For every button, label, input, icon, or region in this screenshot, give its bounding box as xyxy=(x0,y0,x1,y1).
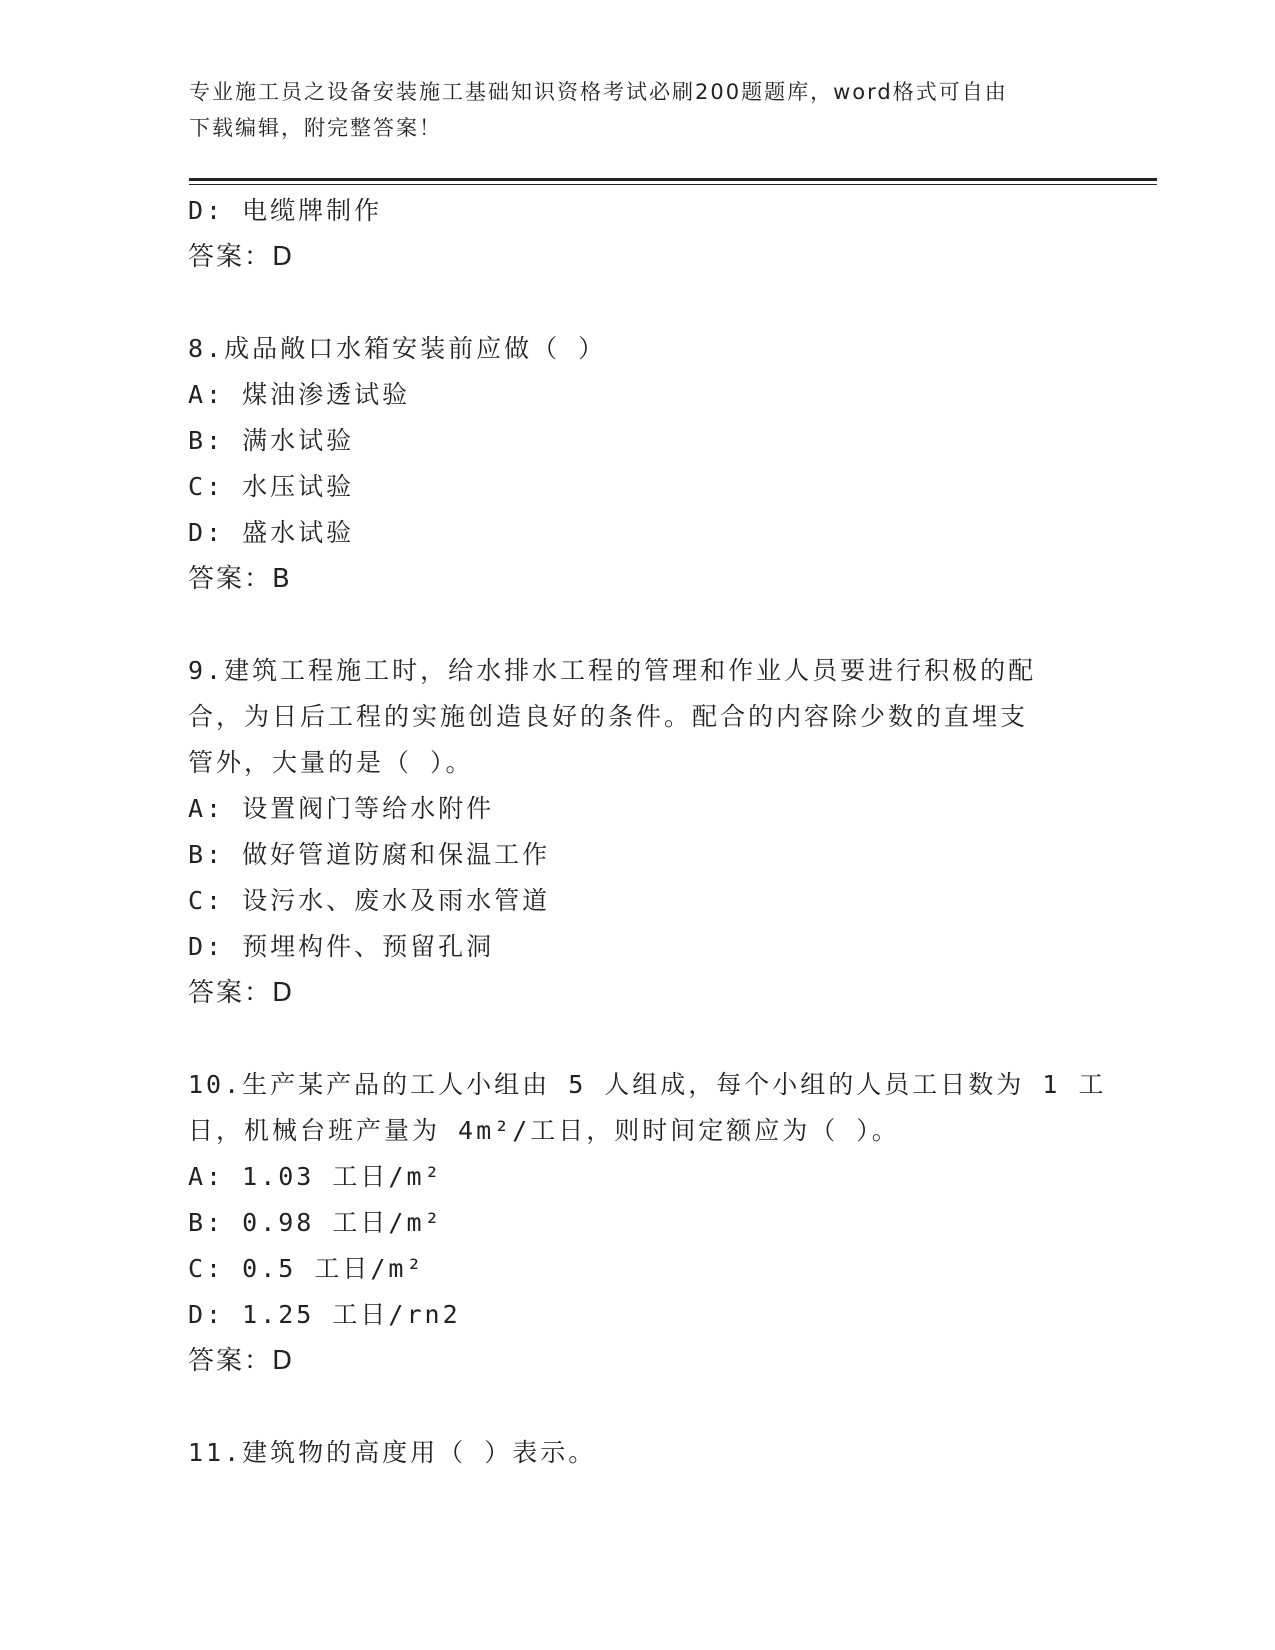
answer: 答案：D xyxy=(188,1346,295,1376)
option-d: D: 盛水试验 xyxy=(188,518,355,547)
question-stem: 11.建筑物的高度用（ ）表示。 xyxy=(188,1438,597,1467)
option-b: B: 满水试验 xyxy=(188,426,355,455)
question-stem: 8.成品敞口水箱安装前应做（ ） xyxy=(188,334,607,363)
spacer xyxy=(188,602,1088,648)
header-line-1: 专业施工员之设备安装施工基础知识资格考试必刷200题题库，word格式可自由 xyxy=(189,80,1008,104)
question-10 xyxy=(188,1062,1107,1384)
question-11 xyxy=(188,1430,1088,1476)
option-c: C: 设污水、废水及雨水管道 xyxy=(188,886,551,915)
question-stem-line: 合，为日后工程的实施创造良好的条件。配合的内容除少数的直埋支 xyxy=(188,702,1029,731)
question-stem-line: 9.建筑工程施工时，给水排水工程的管理和作业人员要进行积极的配 xyxy=(188,656,1037,685)
option-b: B: 0.98 工日/m² xyxy=(188,1208,443,1237)
question-9 xyxy=(188,648,1088,1016)
option-c: C: 水压试验 xyxy=(188,472,355,501)
question-8 xyxy=(188,326,1088,602)
header-line-2: 下载编辑，附完整答案！ xyxy=(189,116,442,140)
question-stem-line: 10.生产某产品的工人小组由 5 人组成，每个小组的人员工日数为 1 工 xyxy=(188,1070,1107,1099)
spacer xyxy=(188,1384,1088,1430)
option-a: A: 煤油渗透试验 xyxy=(188,380,411,409)
page-header xyxy=(189,74,1089,146)
option-a: A: 设置阀门等给水附件 xyxy=(188,794,495,823)
answer: 答案：D xyxy=(188,242,295,272)
answer: 答案：B xyxy=(188,564,292,594)
option-d: D: 1.25 工日/rn2 xyxy=(188,1300,461,1329)
option-a: A: 1.03 工日/m² xyxy=(188,1162,443,1191)
option-c: C: 0.5 工日/m² xyxy=(188,1254,425,1283)
spacer xyxy=(188,280,1088,326)
option-d: D: 预埋构件、预留孔洞 xyxy=(188,932,495,961)
document-body xyxy=(188,188,1107,1476)
header-rule-thick xyxy=(189,178,1157,181)
question-stem-line: 管外，大量的是（ ）。 xyxy=(188,748,474,777)
question-stem-line: 日，机械台班产量为 4m²/工日，则时间定额应为（ ）。 xyxy=(188,1116,900,1145)
header-rule-thin xyxy=(189,184,1157,185)
option-b: B: 做好管道防腐和保温工作 xyxy=(188,840,551,869)
spacer xyxy=(188,1016,1088,1062)
option-d: D: 电缆牌制作 xyxy=(188,196,383,225)
answer: 答案：D xyxy=(188,978,295,1008)
